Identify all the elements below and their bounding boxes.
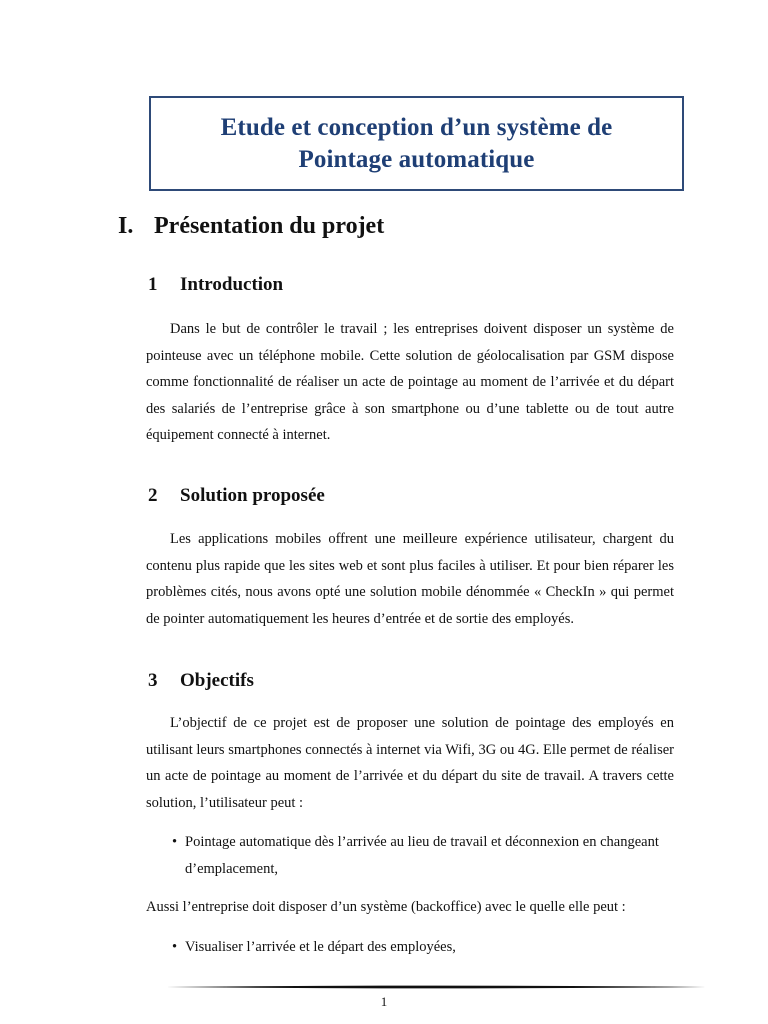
list-item-text: Visualiser l’arrivée et le départ des employées, xyxy=(185,939,456,955)
introduction-paragraph: Dans le but de contrôler le travail ; les entreprises doivent disposer un système de pointeuse avec un téléphone mobile. Cette solution de géolocalisation par GSM dispose comme fonctionnalité de réaliser un acte de pointage au moment de l’arrivée et du départ des salariés de l’entreprise grâce à son smartphone ou d’une tablette ou de tout autre équipement connecté à internet. xyxy=(146,321,674,443)
section-heading-objectifs xyxy=(148,668,254,694)
document-title-line-1: Etude et conception d’un système de xyxy=(220,113,613,141)
section-number: 2 xyxy=(148,485,158,506)
footer-divider xyxy=(166,984,706,990)
title-box xyxy=(149,96,684,191)
objectifs-paragraph: L’objectif de ce projet est de proposer une solution de pointage des employés en utilisant leurs smartphones connectés à internet via Wifi, 3G ou 4G. Elle permet de réaliser un acte de pointage au moment de l’arrivée et du départ du site de travail. A travers cette solution, l’utilisateur peut : xyxy=(146,715,674,811)
section-heading-introduction xyxy=(148,272,283,298)
bullet-icon: • xyxy=(172,939,178,955)
solution-paragraph: Les applications mobiles offrent une meilleure expérience utilisateur, chargent du contenu plus rapide que les sites web et sont plus faciles à utiliser. Et pour bien réparer les problèmes cités, nous avons opté une solution mobile dénommée « CheckIn » qui permet de pointer automatiquement les heures d’entrée et de sortie des employés. xyxy=(146,531,674,627)
backoffice-paragraph: Aussi l’entreprise doit disposer d’un système (backoffice) avec le quelle elle peut : xyxy=(146,899,626,915)
chapter-number: I. xyxy=(118,213,134,239)
section-title: Solution proposée xyxy=(180,485,325,506)
list-item-text: Pointage automatique dès l’arrivée au lieu de travail et déconnexion en changeant d’emplacement, xyxy=(185,834,659,877)
section-title: Objectifs xyxy=(180,670,254,691)
list-item xyxy=(172,829,674,882)
section-number: 3 xyxy=(148,670,158,691)
chapter-heading xyxy=(118,210,384,242)
section-heading-solution xyxy=(148,483,325,509)
list-item xyxy=(172,934,674,961)
section-title: Introduction xyxy=(180,274,284,295)
bullet-icon: • xyxy=(172,834,178,850)
page-number: 1 xyxy=(380,994,388,1009)
section-number: 1 xyxy=(148,274,158,295)
chapter-title: Présentation du projet xyxy=(154,213,385,239)
document-title-line-2: Pointage automatique xyxy=(298,145,535,173)
